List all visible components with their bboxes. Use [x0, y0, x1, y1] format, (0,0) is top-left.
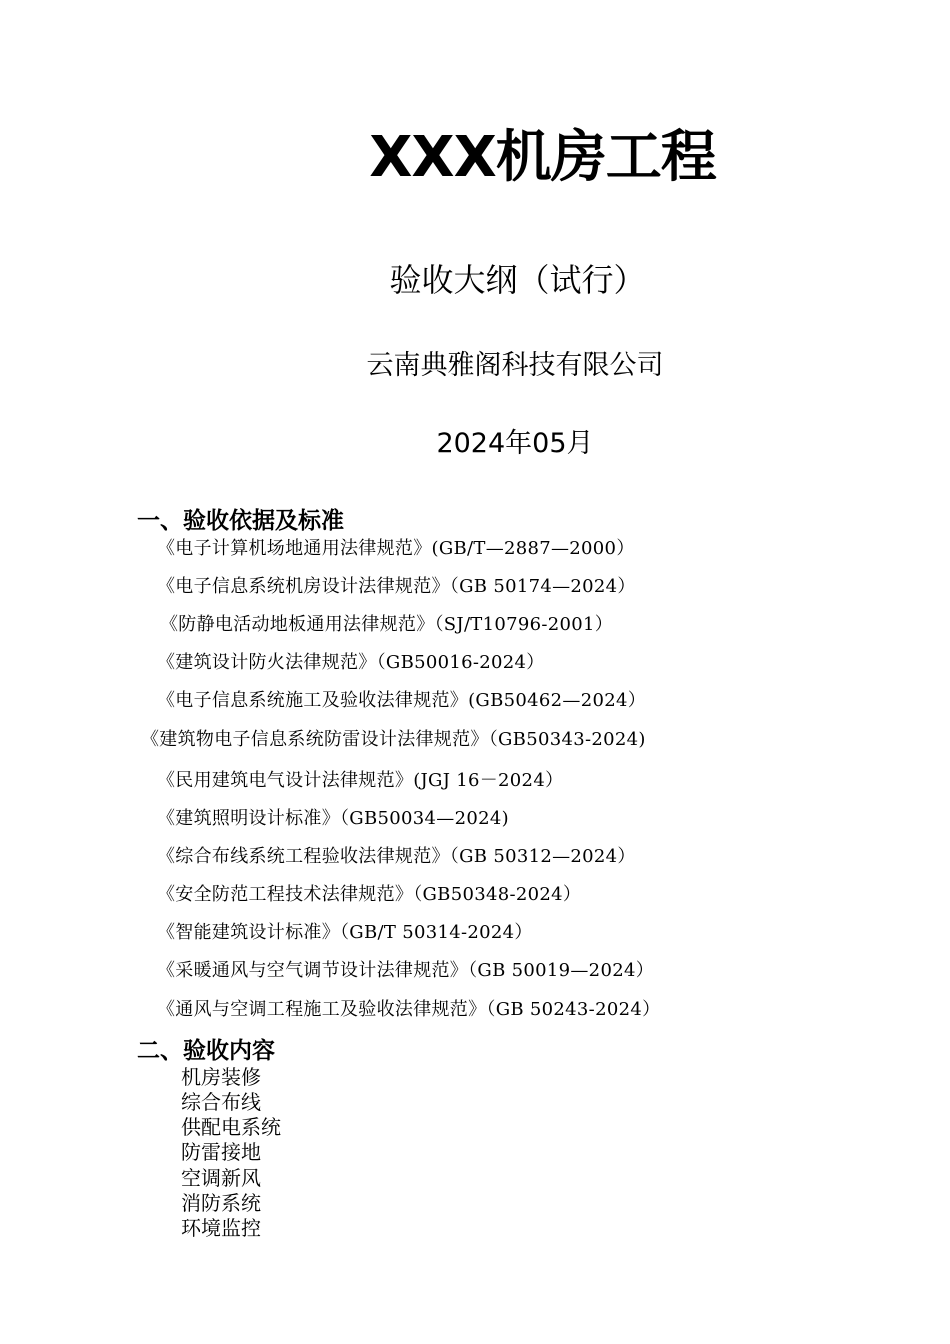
standard-item: 《安全防范工程技术法律规范》（GB50348-2024） — [157, 884, 582, 905]
standard-item: 《智能建筑设计标准》（GB/T 50314-2024） — [157, 922, 533, 943]
content-item: 防雷接地 — [181, 1140, 261, 1164]
section-heading-content: 二、验收内容 — [137, 1038, 275, 1064]
content-item: 机房装修 — [181, 1065, 261, 1089]
section-heading-standards: 一、验收依据及标准 — [137, 508, 344, 534]
document-subtitle: 验收大纲（试行） — [389, 261, 646, 299]
content-item: 空调新风 — [181, 1166, 261, 1190]
standard-item: 《综合布线系统工程验收法律规范》（GB 50312—2024） — [157, 846, 636, 867]
standard-item: 《通风与空调工程施工及验收法律规范》（GB 50243-2024） — [157, 999, 661, 1020]
content-item: 综合布线 — [181, 1090, 261, 1114]
document-date: 2024年05月 — [436, 428, 594, 459]
content-item: 环境监控 — [181, 1216, 261, 1240]
standard-item: 《建筑照明设计标准》（GB50034—2024) — [157, 808, 509, 829]
company-name: 云南典雅阁科技有限公司 — [366, 350, 664, 381]
content-item: 消防系统 — [181, 1191, 261, 1215]
standard-item: 《民用建筑电气设计法律规范》(JGJ 16－2024） — [157, 770, 564, 791]
standard-item: 《防静电活动地板通用法律规范》（SJ/T10796-2001） — [160, 614, 614, 635]
content-item: 供配电系统 — [181, 1115, 281, 1139]
document-title: XXX机房工程 — [369, 125, 716, 190]
standard-item: 《采暖通风与空气调节设计法律规范》（GB 50019—2024） — [157, 960, 654, 981]
standard-item: 《电子信息系统施工及验收法律规范》(GB50462—2024） — [157, 690, 646, 711]
standard-item: 《电子计算机场地通用法律规范》(GB/T—2887—2000） — [157, 538, 635, 559]
standard-item: 《建筑设计防火法律规范》（GB50016-2024） — [157, 652, 545, 673]
standard-item: 《建筑物电子信息系统防雷设计法律规范》（GB50343-2024) — [141, 729, 646, 750]
standard-item: 《电子信息系统机房设计法律规范》（GB 50174—2024） — [157, 576, 636, 597]
